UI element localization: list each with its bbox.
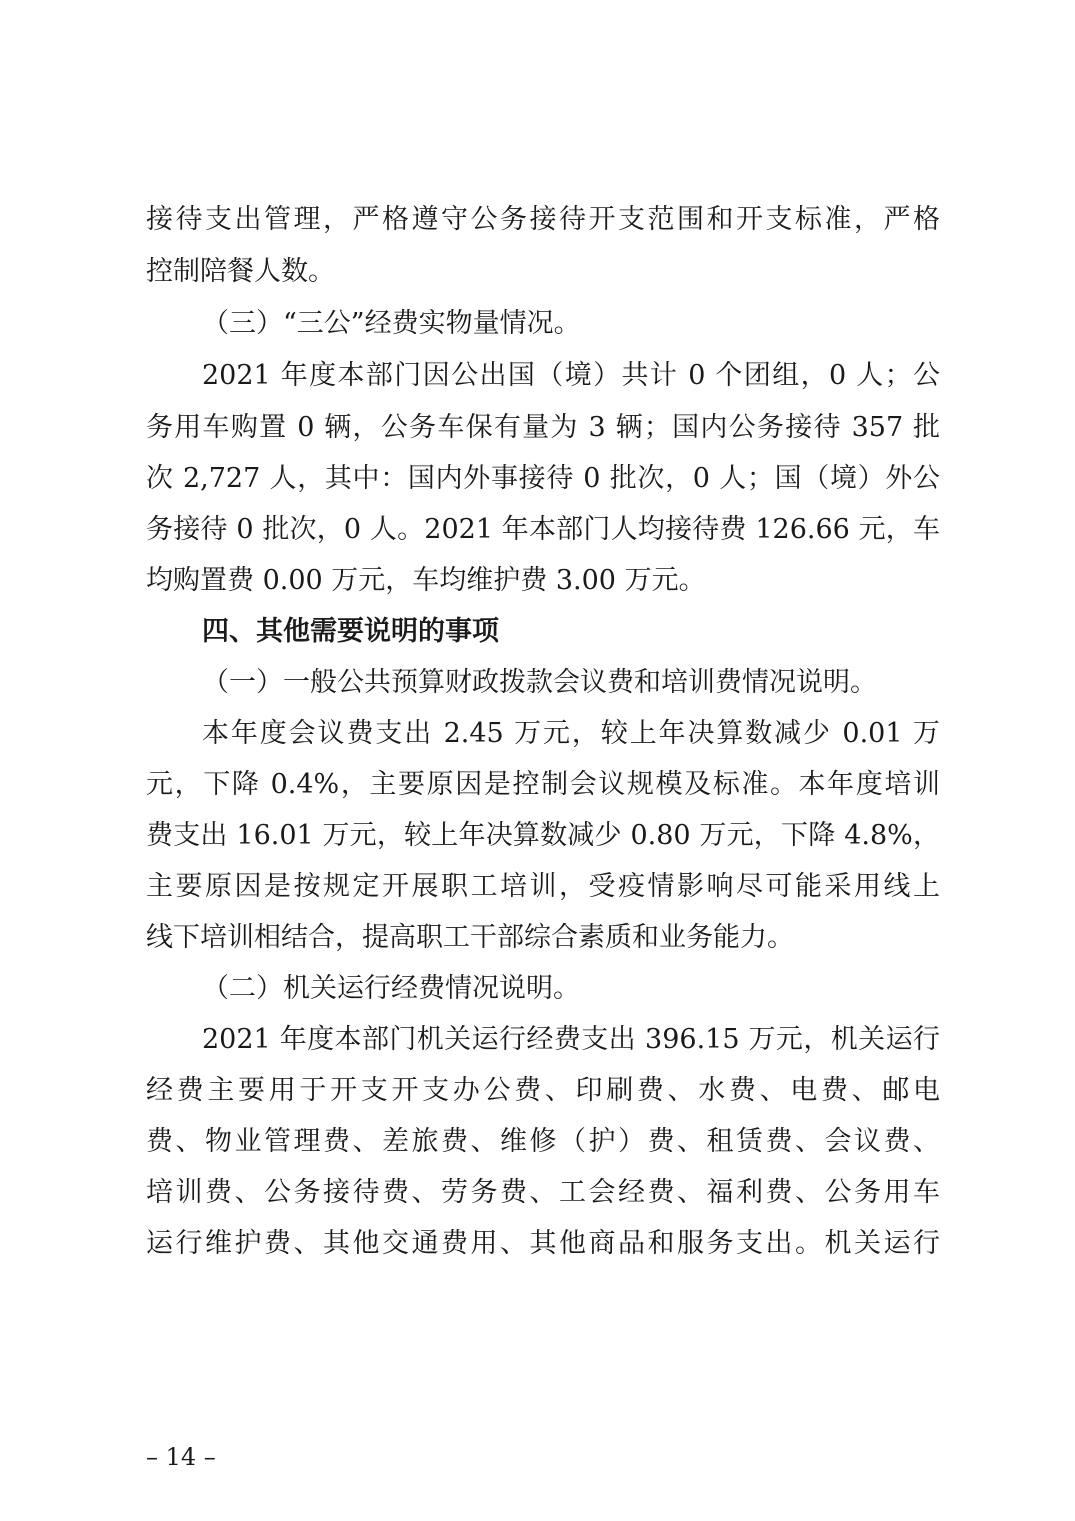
paragraph-line: 培训费、公务接待费、劳务费、工会经费、福利费、公务用车: [146, 1177, 940, 1208]
section-subheading: （二）机关运行经费情况说明。: [202, 973, 580, 1004]
paragraph-line: 务接待 0 批次，0 人。2021 年本部门人均接待费 126.66 元，车: [146, 514, 940, 545]
paragraph-line: 费支出 16.01 万元，较上年决算数减少 0.80 万元，下降 4.8%，: [146, 820, 940, 851]
paragraph-line: 费、物业管理费、差旅费、维修（护）费、租赁费、会议费、: [146, 1126, 940, 1157]
paragraph-line: 务用车购置 0 辆，公务车保有量为 3 辆；国内公务接待 357 批: [146, 412, 940, 443]
page-number: – 14 –: [146, 1443, 216, 1471]
paragraph-line: 运行维护费、其他交通费用、其他商品和服务支出。机关运行: [146, 1228, 940, 1259]
section-subheading: （一）一般公共预算财政拨款会议费和培训费情况说明。: [202, 667, 877, 698]
section-heading: 四、其他需要说明的事项: [202, 616, 499, 647]
paragraph-line: 次 2,727 人，其中：国内外事接待 0 批次，0 人；国（境）外公: [146, 463, 940, 494]
paragraph-line: 2021 年度本部门机关运行经费支出 396.15 万元，机关运行: [202, 1024, 940, 1055]
paragraph-line: 控制陪餐人数。: [146, 256, 335, 287]
paragraph-line: 均购置费 0.00 万元，车均维护费 3.00 万元。: [146, 565, 706, 596]
paragraph-line: 线下培训相结合，提高职工干部综合素质和业务能力。: [146, 922, 794, 953]
paragraph-line: 本年度会议费支出 2.45 万元，较上年决算数减少 0.01 万: [202, 718, 940, 749]
paragraph-line: 主要原因是按规定开展职工培训，受疫情影响尽可能采用线上: [146, 871, 940, 902]
paragraph-line: 接待支出管理，严格遵守公务接待开支范围和开支标准，严格: [146, 204, 940, 235]
paragraph-line: 元，下降 0.4%，主要原因是控制会议规模及标准。本年度培训: [146, 769, 940, 800]
section-subheading: （三）“三公”经费实物量情况。: [202, 308, 581, 339]
paragraph-line: 经费主要用于开支开支办公费、印刷费、水费、电费、邮电: [146, 1075, 940, 1106]
paragraph-line: 2021 年度本部门因公出国（境）共计 0 个团组，0 人；公: [202, 360, 940, 391]
